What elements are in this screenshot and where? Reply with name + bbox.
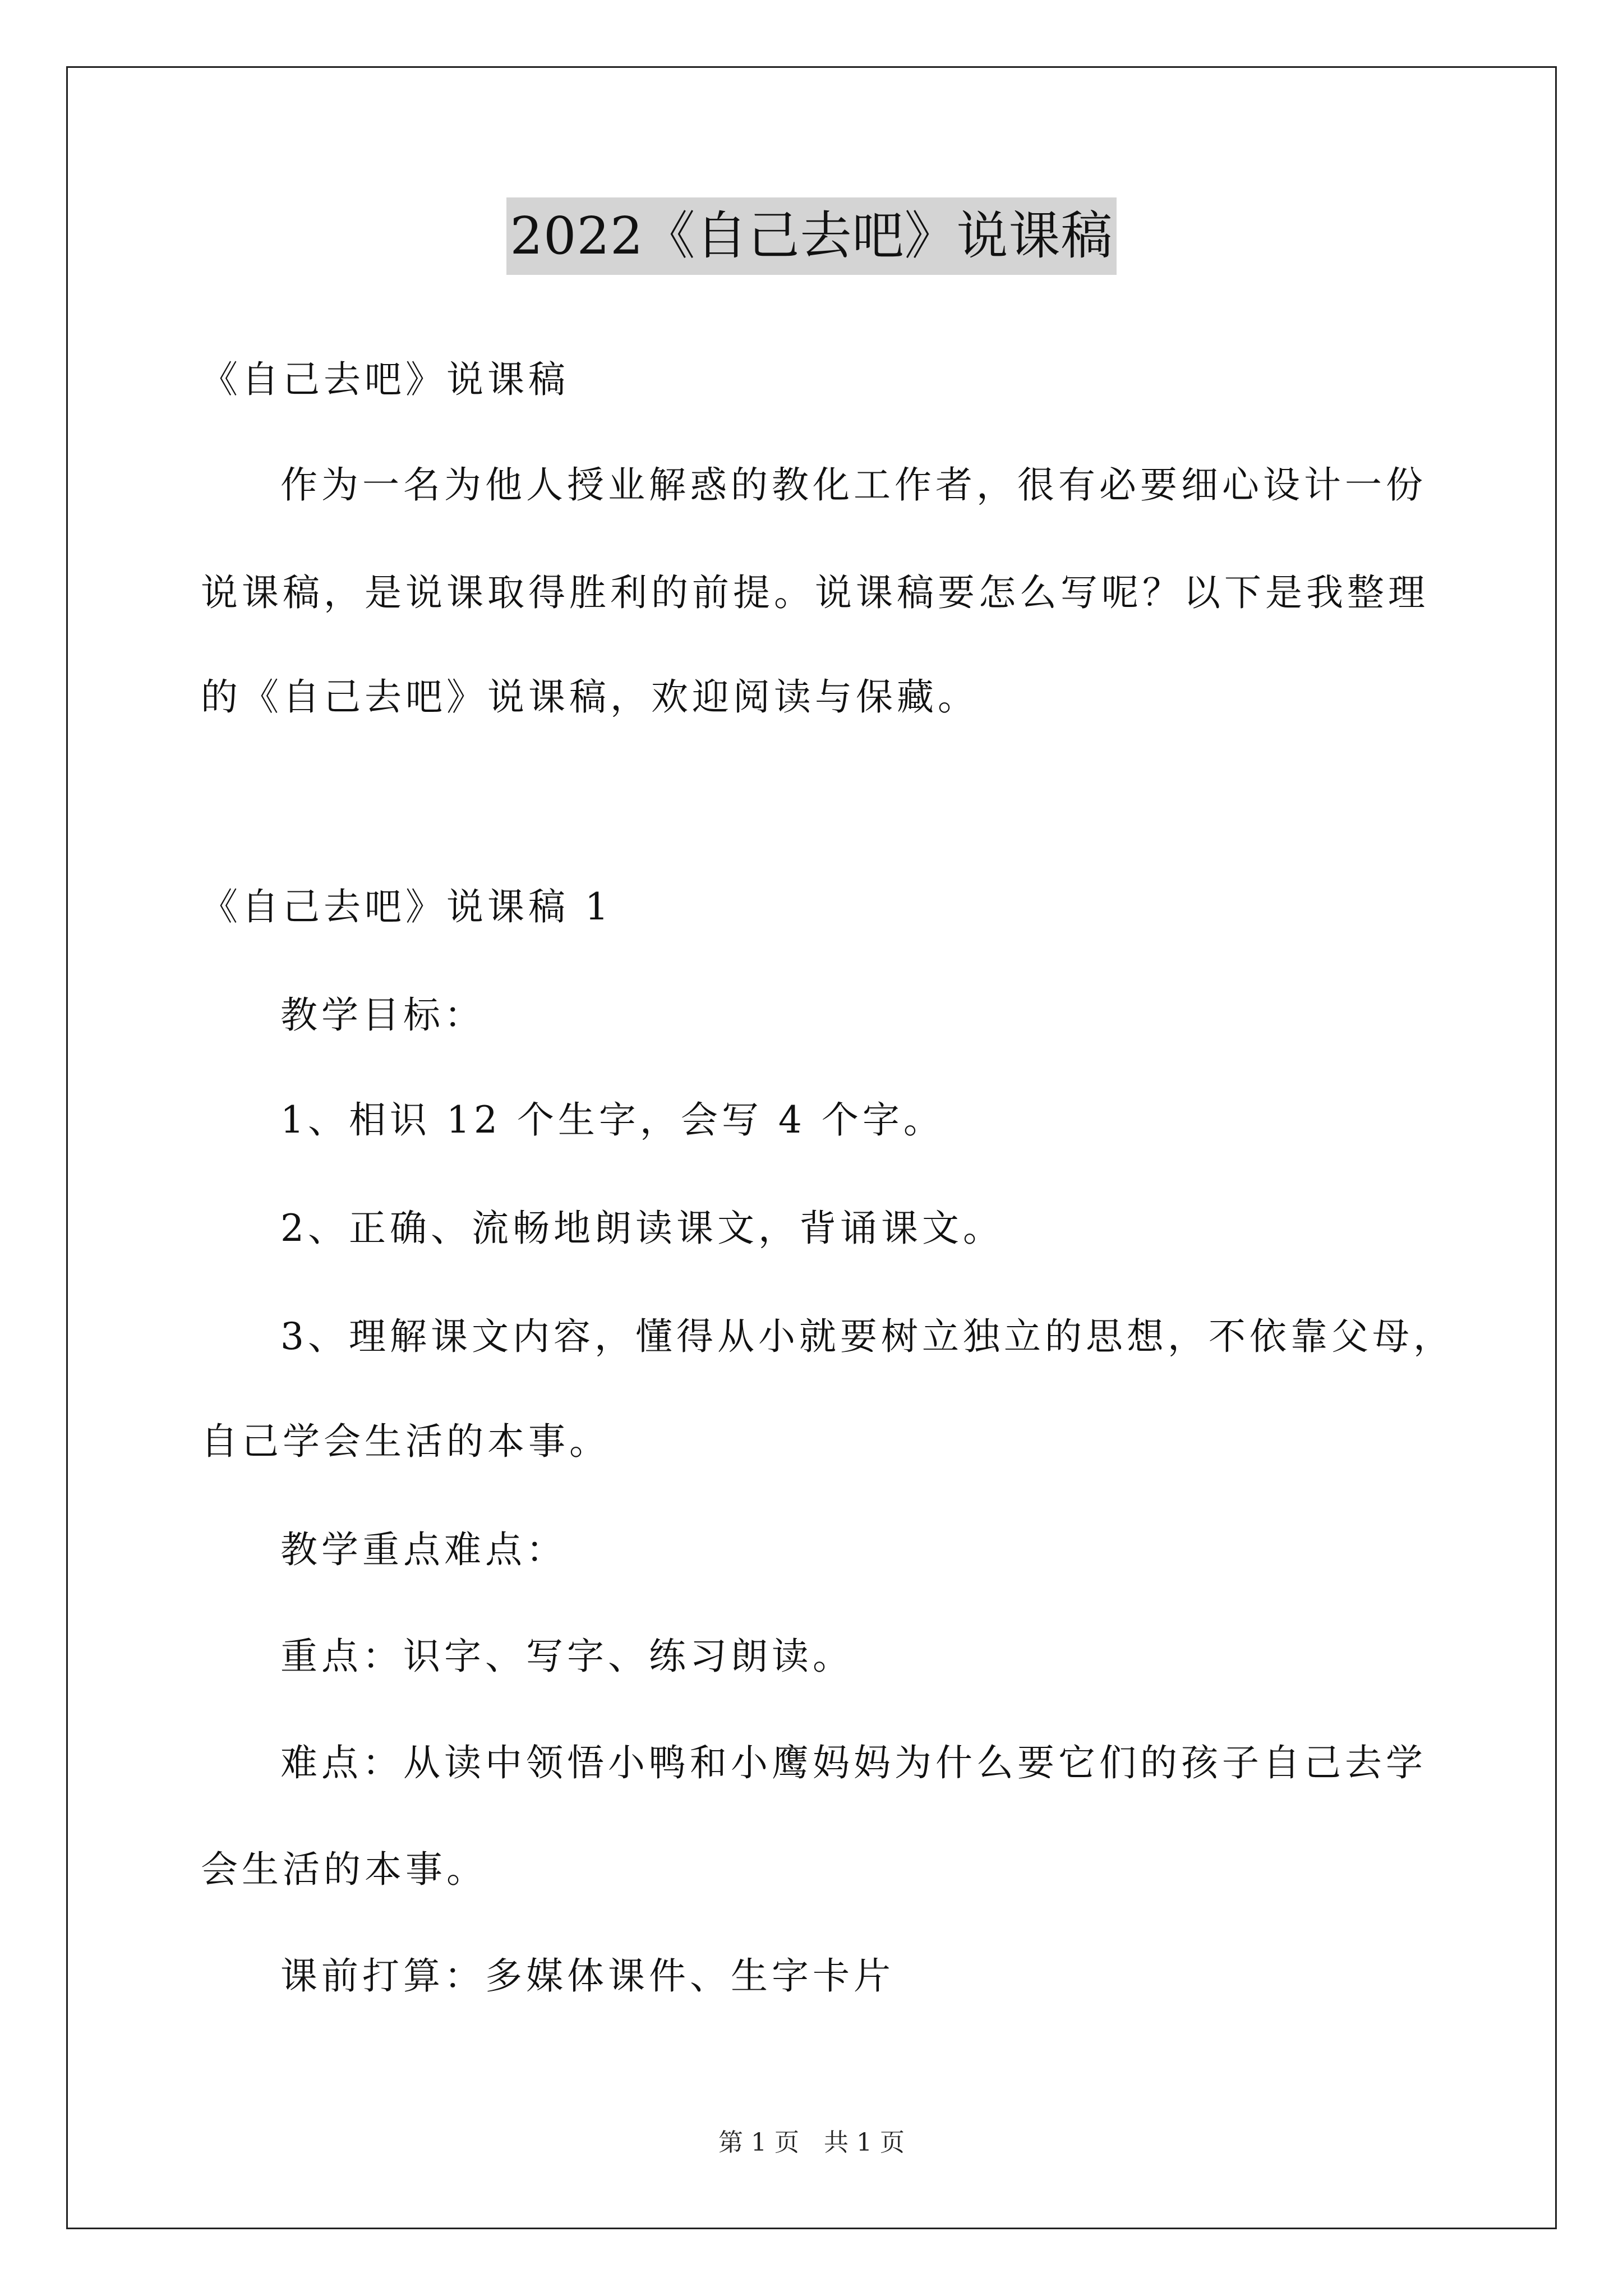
paragraph-line: 的《自己去吧》说课稿，欢迎阅读与保藏。 (201, 675, 979, 719)
paragraph-line: 教学重点难点： (280, 1528, 567, 1571)
paragraph-line: 3、理解课文内容，懂得从小就要树立独立的思想，不依靠父母， (280, 1315, 1454, 1358)
paragraph-line: 自己学会生活的本事。 (201, 1420, 610, 1463)
title-container (0, 197, 1623, 275)
paragraph-line: 难点：从读中领悟小鸭和小鹰妈妈为什么要它们的孩子自己去学 (280, 1741, 1427, 1784)
paragraph-line: 课前打算：多媒体课件、生字卡片 (280, 1954, 895, 1998)
page-footer: 第 1 页 共 1 页 (718, 2128, 905, 2157)
paragraph-line: 2、正确、流畅地朗读课文，背诵课文。 (280, 1207, 1004, 1250)
section-heading: 《自己去吧》说课稿 1 (201, 885, 612, 928)
subtitle-line: 《自己去吧》说课稿 (201, 358, 569, 401)
paragraph-line: 作为一名为他人授业解惑的教化工作者，很有必要细心设计一份 (280, 463, 1427, 507)
paragraph-line: 说课稿，是说课取得胜利的前提。说课稿要怎么写呢？以下是我整理 (201, 571, 1429, 614)
paragraph-line: 教学目标： (280, 993, 485, 1037)
paragraph-line: 会生活的本事。 (201, 1848, 487, 1891)
paragraph-line: 1、相识 12 个生字，会写 4 个字。 (280, 1098, 944, 1142)
document-title: 2022《自己去吧》说课稿 (506, 197, 1116, 275)
paragraph-line: 重点：识字、写字、练习朗读。 (280, 1635, 854, 1678)
